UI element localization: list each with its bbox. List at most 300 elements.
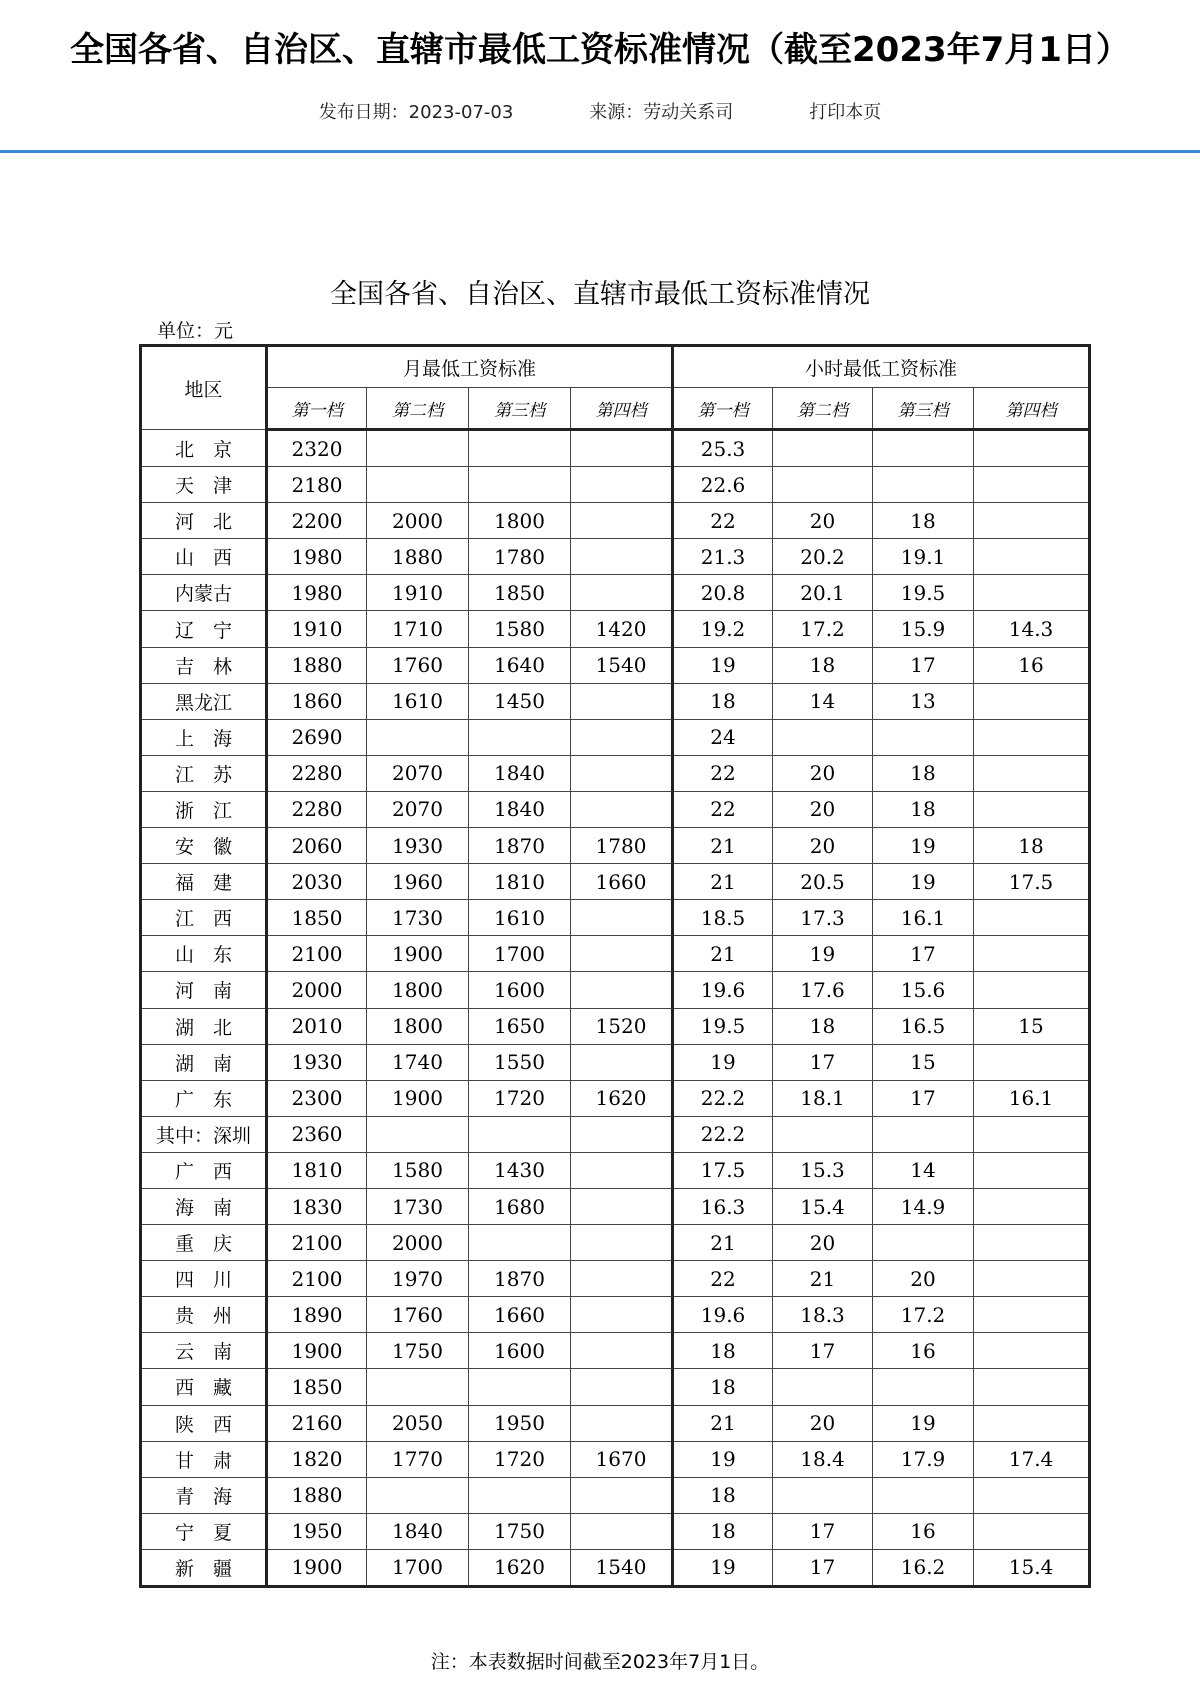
region-cell: 广 东 <box>141 1080 267 1116</box>
hourly-tier-4-cell <box>974 791 1090 827</box>
monthly-tier-4-cell <box>571 1116 673 1152</box>
table-row <box>141 1549 1090 1586</box>
table-row <box>141 467 1090 503</box>
monthly-tier-2-cell: 2000 <box>367 503 469 539</box>
monthly-tier-3-cell: 1950 <box>469 1405 571 1441</box>
hourly-tier-1-cell: 22 <box>673 503 773 539</box>
monthly-tier-2-cell: 1840 <box>367 1513 469 1549</box>
monthly-tier-4-cell <box>571 791 673 827</box>
region-cell: 云 南 <box>141 1333 267 1369</box>
hourly-tier-4-cell <box>974 1044 1090 1080</box>
monthly-tier-4-cell <box>571 1225 673 1261</box>
region-cell: 海 南 <box>141 1188 267 1224</box>
region-cell: 甘 肃 <box>141 1441 267 1477</box>
monthly-tier-2-cell <box>367 467 469 503</box>
region-cell: 广 西 <box>141 1152 267 1188</box>
monthly-tier-4-cell <box>571 1333 673 1369</box>
hourly-tier-2-cell: 17 <box>773 1333 873 1369</box>
monthly-tier-2-cell: 1760 <box>367 1297 469 1333</box>
monthly-tier-2-cell: 1730 <box>367 1188 469 1224</box>
hourly-tier-4-cell <box>974 1477 1090 1513</box>
region-cell: 山 东 <box>141 936 267 972</box>
region-cell: 河 南 <box>141 972 267 1008</box>
monthly-tier-1-cell: 2060 <box>267 828 367 864</box>
monthly-tier-2-cell: 1800 <box>367 972 469 1008</box>
monthly-tier-1-cell: 2320 <box>267 430 367 467</box>
hourly-tier-2-cell: 20 <box>773 828 873 864</box>
table-row <box>141 1441 1090 1477</box>
monthly-tier-2-cell: 1800 <box>367 1008 469 1044</box>
monthly-tier-1-header: 第一档 <box>267 388 367 430</box>
monthly-tier-1-cell: 1850 <box>267 900 367 936</box>
hourly-tier-2-header: 第二档 <box>773 388 873 430</box>
monthly-tier-3-cell: 1840 <box>469 791 571 827</box>
monthly-tier-2-cell: 1700 <box>367 1549 469 1586</box>
hourly-tier-1-cell: 21.3 <box>673 539 773 575</box>
hourly-tier-3-cell: 13 <box>873 683 974 719</box>
hourly-tier-3-cell: 15.9 <box>873 611 974 647</box>
hourly-tier-3-cell: 15 <box>873 1044 974 1080</box>
monthly-tier-3-cell: 1720 <box>469 1080 571 1116</box>
hourly-tier-3-cell <box>873 430 974 467</box>
monthly-tier-3-cell: 1580 <box>469 611 571 647</box>
monthly-tier-4-cell <box>571 1297 673 1333</box>
monthly-tier-4-cell <box>571 430 673 467</box>
table-row <box>141 1152 1090 1188</box>
table-row <box>141 900 1090 936</box>
header-divider <box>0 150 1200 153</box>
monthly-tier-4-cell <box>571 900 673 936</box>
hourly-tier-3-cell <box>873 1477 974 1513</box>
monthly-tier-2-cell: 1970 <box>367 1261 469 1297</box>
region-cell: 北 京 <box>141 430 267 467</box>
hourly-tier-1-cell: 19.2 <box>673 611 773 647</box>
monthly-tier-4-cell <box>571 539 673 575</box>
hourly-tier-1-cell: 22 <box>673 791 773 827</box>
hourly-tier-1-cell: 20.8 <box>673 575 773 611</box>
monthly-tier-3-cell <box>469 430 571 467</box>
hourly-tier-3-cell: 17 <box>873 647 974 683</box>
region-cell: 其中：深圳 <box>141 1116 267 1152</box>
table-row <box>141 864 1090 900</box>
region-cell: 西 藏 <box>141 1369 267 1405</box>
monthly-tier-1-cell: 2200 <box>267 503 367 539</box>
monthly-tier-2-cell: 1710 <box>367 611 469 647</box>
hourly-tier-1-header: 第一档 <box>673 388 773 430</box>
hourly-tier-1-cell: 21 <box>673 828 773 864</box>
monthly-tier-2-cell: 1730 <box>367 900 469 936</box>
hourly-tier-4-cell <box>974 1369 1090 1405</box>
hourly-tier-3-cell: 16.1 <box>873 900 974 936</box>
monthly-tier-1-cell: 2100 <box>267 1261 367 1297</box>
monthly-tier-2-cell <box>367 719 469 755</box>
region-cell: 上 海 <box>141 719 267 755</box>
hourly-tier-4-cell: 14.3 <box>974 611 1090 647</box>
monthly-tier-3-cell: 1720 <box>469 1441 571 1477</box>
page-title: 全国各省、自治区、直辖市最低工资标准情况（截至2023年7月1日） <box>70 30 1130 70</box>
hourly-tier-4-cell <box>974 430 1090 467</box>
hourly-tier-2-cell: 18.4 <box>773 1441 873 1477</box>
table-row <box>141 539 1090 575</box>
monthly-tier-1-cell: 1980 <box>267 539 367 575</box>
monthly-tier-4-cell <box>571 719 673 755</box>
monthly-tier-4-cell <box>571 1369 673 1405</box>
hourly-tier-4-cell <box>974 539 1090 575</box>
hourly-tier-2-cell <box>773 1477 873 1513</box>
hourly-tier-4-cell <box>974 936 1090 972</box>
monthly-tier-1-cell: 1980 <box>267 575 367 611</box>
monthly-tier-4-cell <box>571 575 673 611</box>
hourly-tier-2-cell: 20.5 <box>773 864 873 900</box>
monthly-tier-3-cell: 1800 <box>469 503 571 539</box>
hourly-tier-3-cell: 17.2 <box>873 1297 974 1333</box>
monthly-tier-1-cell: 1820 <box>267 1441 367 1477</box>
monthly-tier-2-cell: 1740 <box>367 1044 469 1080</box>
hourly-tier-3-cell: 14 <box>873 1152 974 1188</box>
hourly-tier-4-cell <box>974 1297 1090 1333</box>
monthly-tier-1-cell: 2180 <box>267 467 367 503</box>
monthly-tier-2-cell <box>367 1116 469 1152</box>
hourly-tier-2-cell: 18.1 <box>773 1080 873 1116</box>
monthly-tier-2-cell: 1770 <box>367 1441 469 1477</box>
monthly-tier-2-cell <box>367 1477 469 1513</box>
monthly-tier-4-cell <box>571 1044 673 1080</box>
table-row <box>141 791 1090 827</box>
table-row <box>141 936 1090 972</box>
table-title: 全国各省、自治区、直辖市最低工资标准情况 <box>330 279 870 310</box>
monthly-tier-1-cell: 2160 <box>267 1405 367 1441</box>
region-cell: 湖 南 <box>141 1044 267 1080</box>
region-cell: 宁 夏 <box>141 1513 267 1549</box>
table-row <box>141 755 1090 791</box>
monthly-tier-4-cell: 1780 <box>571 828 673 864</box>
table-row <box>141 683 1090 719</box>
hourly-tier-1-cell: 19 <box>673 1044 773 1080</box>
table-row <box>141 503 1090 539</box>
monthly-tier-3-cell: 1550 <box>469 1044 571 1080</box>
hourly-tier-2-cell: 18.3 <box>773 1297 873 1333</box>
monthly-tier-2-cell <box>367 430 469 467</box>
monthly-tier-2-cell: 2070 <box>367 791 469 827</box>
monthly-tier-3-cell <box>469 1477 571 1513</box>
monthly-tier-3-cell: 1780 <box>469 539 571 575</box>
monthly-tier-4-cell <box>571 1188 673 1224</box>
monthly-tier-2-cell: 1750 <box>367 1333 469 1369</box>
hourly-tier-1-cell: 19 <box>673 647 773 683</box>
hourly-tier-3-cell <box>873 1369 974 1405</box>
region-cell: 安 徽 <box>141 828 267 864</box>
monthly-tier-1-cell: 2000 <box>267 972 367 1008</box>
hourly-header: 小时最低工资标准 <box>673 346 1090 388</box>
table-row <box>141 1369 1090 1405</box>
region-cell: 重 庆 <box>141 1225 267 1261</box>
monthly-tier-3-cell: 1640 <box>469 647 571 683</box>
hourly-tier-4-cell <box>974 972 1090 1008</box>
hourly-tier-2-cell: 17.6 <box>773 972 873 1008</box>
hourly-tier-3-cell: 14.9 <box>873 1188 974 1224</box>
monthly-tier-2-cell: 1580 <box>367 1152 469 1188</box>
hourly-tier-1-cell: 19 <box>673 1441 773 1477</box>
monthly-tier-2-cell: 1900 <box>367 1080 469 1116</box>
source-label: 来源：劳动关系司 <box>589 102 734 123</box>
hourly-tier-1-cell: 18 <box>673 1333 773 1369</box>
hourly-tier-1-cell: 22.6 <box>673 467 773 503</box>
hourly-tier-3-cell: 20 <box>873 1261 974 1297</box>
hourly-tier-2-cell <box>773 467 873 503</box>
monthly-tier-3-cell: 1660 <box>469 1297 571 1333</box>
hourly-tier-3-cell <box>873 467 974 503</box>
monthly-tier-4-cell <box>571 503 673 539</box>
hourly-tier-1-cell: 19.6 <box>673 1297 773 1333</box>
hourly-tier-4-cell <box>974 900 1090 936</box>
hourly-tier-3-cell: 18 <box>873 503 974 539</box>
hourly-tier-1-cell: 25.3 <box>673 430 773 467</box>
hourly-tier-1-cell: 21 <box>673 1405 773 1441</box>
monthly-tier-1-cell: 2300 <box>267 1080 367 1116</box>
monthly-tier-1-cell: 1890 <box>267 1297 367 1333</box>
monthly-tier-4-cell <box>571 467 673 503</box>
monthly-tier-2-header: 第二档 <box>367 388 469 430</box>
hourly-tier-3-cell: 16 <box>873 1333 974 1369</box>
hourly-tier-4-cell <box>974 1513 1090 1549</box>
monthly-tier-1-cell: 1810 <box>267 1152 367 1188</box>
hourly-tier-1-cell: 21 <box>673 936 773 972</box>
hourly-tier-3-cell <box>873 719 974 755</box>
publish-date: 发布日期：2023-07-03 <box>318 102 514 123</box>
monthly-tier-1-cell: 2690 <box>267 719 367 755</box>
hourly-tier-3-cell: 18 <box>873 755 974 791</box>
table-row <box>141 575 1090 611</box>
monthly-tier-2-cell: 1880 <box>367 539 469 575</box>
meta-row <box>0 98 1200 124</box>
hourly-tier-2-cell: 20 <box>773 791 873 827</box>
table-row <box>141 430 1090 467</box>
monthly-tier-2-cell <box>367 1369 469 1405</box>
monthly-tier-4-cell <box>571 1477 673 1513</box>
monthly-tier-3-cell: 1600 <box>469 1333 571 1369</box>
hourly-tier-2-cell <box>773 1116 873 1152</box>
hourly-tier-4-cell: 16 <box>974 647 1090 683</box>
hourly-tier-4-header: 第四档 <box>974 388 1090 430</box>
monthly-tier-2-cell: 1760 <box>367 647 469 683</box>
monthly-tier-1-cell: 2280 <box>267 791 367 827</box>
hourly-tier-2-cell: 19 <box>773 936 873 972</box>
monthly-tier-4-cell <box>571 755 673 791</box>
monthly-tier-2-cell: 2000 <box>367 1225 469 1261</box>
monthly-tier-4-cell <box>571 936 673 972</box>
hourly-tier-2-cell: 17.3 <box>773 900 873 936</box>
hourly-tier-3-cell: 19.5 <box>873 575 974 611</box>
monthly-tier-4-cell: 1620 <box>571 1080 673 1116</box>
table-row <box>141 1116 1090 1152</box>
monthly-tier-4-cell: 1420 <box>571 611 673 647</box>
monthly-tier-2-cell: 2070 <box>367 755 469 791</box>
hourly-tier-1-cell: 18 <box>673 1513 773 1549</box>
monthly-tier-1-cell: 1830 <box>267 1188 367 1224</box>
monthly-tier-2-cell: 1960 <box>367 864 469 900</box>
region-cell: 河 北 <box>141 503 267 539</box>
monthly-tier-4-cell: 1660 <box>571 864 673 900</box>
hourly-tier-3-cell <box>873 1225 974 1261</box>
region-cell: 内蒙古 <box>141 575 267 611</box>
monthly-tier-1-cell: 2100 <box>267 1225 367 1261</box>
region-cell: 四 川 <box>141 1261 267 1297</box>
monthly-tier-3-cell: 1870 <box>469 828 571 864</box>
monthly-tier-1-cell: 1880 <box>267 647 367 683</box>
monthly-tier-3-cell: 1680 <box>469 1188 571 1224</box>
monthly-tier-4-cell <box>571 683 673 719</box>
monthly-tier-3-header: 第三档 <box>469 388 571 430</box>
hourly-tier-4-cell <box>974 755 1090 791</box>
monthly-tier-1-cell: 1950 <box>267 1513 367 1549</box>
hourly-tier-4-cell <box>974 575 1090 611</box>
monthly-tier-3-cell: 1700 <box>469 936 571 972</box>
monthly-tier-2-cell: 2050 <box>367 1405 469 1441</box>
table-row <box>141 1225 1090 1261</box>
hourly-tier-3-cell: 17 <box>873 1080 974 1116</box>
monthly-tier-4-cell: 1520 <box>571 1008 673 1044</box>
hourly-tier-1-cell: 19.6 <box>673 972 773 1008</box>
table-row <box>141 1477 1090 1513</box>
monthly-tier-2-cell: 1900 <box>367 936 469 972</box>
hourly-tier-3-cell: 17.9 <box>873 1441 974 1477</box>
region-cell: 江 苏 <box>141 755 267 791</box>
hourly-tier-3-header: 第三档 <box>873 388 974 430</box>
hourly-tier-4-cell <box>974 1225 1090 1261</box>
hourly-tier-3-cell <box>873 1116 974 1152</box>
hourly-tier-2-cell <box>773 430 873 467</box>
monthly-tier-3-cell: 1650 <box>469 1008 571 1044</box>
region-cell: 吉 林 <box>141 647 267 683</box>
hourly-tier-4-cell: 18 <box>974 828 1090 864</box>
region-cell: 贵 州 <box>141 1297 267 1333</box>
monthly-tier-2-cell: 1930 <box>367 828 469 864</box>
monthly-tier-4-cell: 1670 <box>571 1441 673 1477</box>
hourly-tier-4-cell: 16.1 <box>974 1080 1090 1116</box>
hourly-tier-1-cell: 17.5 <box>673 1152 773 1188</box>
region-cell: 浙 江 <box>141 791 267 827</box>
table-row <box>141 1297 1090 1333</box>
table-row <box>141 1405 1090 1441</box>
hourly-tier-4-cell <box>974 1116 1090 1152</box>
monthly-tier-4-header: 第四档 <box>571 388 673 430</box>
monthly-tier-3-cell <box>469 719 571 755</box>
table-row <box>141 828 1090 864</box>
hourly-tier-1-cell: 22 <box>673 1261 773 1297</box>
table-row <box>141 1080 1090 1116</box>
hourly-tier-1-cell: 16.3 <box>673 1188 773 1224</box>
monthly-tier-3-cell: 1840 <box>469 755 571 791</box>
monthly-tier-3-cell: 1750 <box>469 1513 571 1549</box>
hourly-tier-4-cell: 15 <box>974 1008 1090 1044</box>
hourly-tier-1-cell: 18 <box>673 1477 773 1513</box>
table-row <box>141 972 1090 1008</box>
hourly-tier-1-cell: 18 <box>673 1369 773 1405</box>
table-row <box>141 1008 1090 1044</box>
hourly-tier-3-cell: 16.5 <box>873 1008 974 1044</box>
hourly-tier-3-cell: 18 <box>873 791 974 827</box>
monthly-tier-1-cell: 2100 <box>267 936 367 972</box>
hourly-tier-2-cell: 20 <box>773 755 873 791</box>
hourly-tier-2-cell: 20 <box>773 1405 873 1441</box>
monthly-tier-4-cell <box>571 972 673 1008</box>
monthly-tier-3-cell <box>469 467 571 503</box>
region-cell: 天 津 <box>141 467 267 503</box>
monthly-tier-2-cell: 1910 <box>367 575 469 611</box>
hourly-tier-1-cell: 19 <box>673 1549 773 1586</box>
table-row <box>141 1261 1090 1297</box>
hourly-tier-3-cell: 19 <box>873 1405 974 1441</box>
hourly-tier-3-cell: 15.6 <box>873 972 974 1008</box>
hourly-tier-4-cell <box>974 1188 1090 1224</box>
hourly-tier-2-cell: 20 <box>773 1225 873 1261</box>
table-body <box>141 430 1090 1587</box>
region-cell: 湖 北 <box>141 1008 267 1044</box>
monthly-tier-3-cell: 1450 <box>469 683 571 719</box>
monthly-tier-1-cell: 1860 <box>267 683 367 719</box>
hourly-tier-2-cell <box>773 719 873 755</box>
region-cell: 山 西 <box>141 539 267 575</box>
hourly-tier-3-cell: 19 <box>873 828 974 864</box>
monthly-tier-3-cell <box>469 1369 571 1405</box>
region-cell: 新 疆 <box>141 1549 267 1586</box>
table-row <box>141 719 1090 755</box>
table-row <box>141 1513 1090 1549</box>
hourly-tier-2-cell: 20 <box>773 503 873 539</box>
monthly-tier-1-cell: 1900 <box>267 1333 367 1369</box>
table-row <box>141 1333 1090 1369</box>
hourly-tier-2-cell: 17 <box>773 1513 873 1549</box>
hourly-tier-4-cell <box>974 1261 1090 1297</box>
hourly-tier-4-cell: 17.4 <box>974 1441 1090 1477</box>
region-cell: 江 西 <box>141 900 267 936</box>
print-page-link[interactable]: 打印本页 <box>809 102 882 123</box>
hourly-tier-1-cell: 21 <box>673 864 773 900</box>
monthly-header: 月最低工资标准 <box>267 346 673 388</box>
hourly-tier-4-cell <box>974 1152 1090 1188</box>
monthly-tier-4-cell <box>571 1513 673 1549</box>
monthly-tier-4-cell <box>571 1261 673 1297</box>
monthly-tier-1-cell: 1900 <box>267 1549 367 1586</box>
hourly-tier-2-cell: 17 <box>773 1044 873 1080</box>
monthly-tier-1-cell: 1850 <box>267 1369 367 1405</box>
monthly-tier-2-cell: 1610 <box>367 683 469 719</box>
hourly-tier-1-cell: 18.5 <box>673 900 773 936</box>
minimum-wage-table <box>139 344 1091 1588</box>
unit-label: 单位：元 <box>157 320 234 342</box>
hourly-tier-3-cell: 17 <box>873 936 974 972</box>
hourly-tier-4-cell <box>974 1333 1090 1369</box>
hourly-tier-4-cell <box>974 503 1090 539</box>
monthly-tier-1-cell: 1880 <box>267 1477 367 1513</box>
hourly-tier-2-cell: 18 <box>773 647 873 683</box>
hourly-tier-3-cell: 16.2 <box>873 1549 974 1586</box>
hourly-tier-4-cell: 17.5 <box>974 864 1090 900</box>
hourly-tier-1-cell: 22.2 <box>673 1116 773 1152</box>
footnote: 注：本表数据时间截至2023年7月1日。 <box>430 1651 770 1673</box>
monthly-tier-4-cell: 1540 <box>571 647 673 683</box>
hourly-tier-2-cell: 17 <box>773 1549 873 1586</box>
monthly-tier-3-cell: 1610 <box>469 900 571 936</box>
monthly-tier-3-cell <box>469 1225 571 1261</box>
hourly-tier-4-cell <box>974 467 1090 503</box>
monthly-tier-3-cell: 1430 <box>469 1152 571 1188</box>
hourly-tier-2-cell: 20.1 <box>773 575 873 611</box>
hourly-tier-2-cell: 17.2 <box>773 611 873 647</box>
region-cell: 辽 宁 <box>141 611 267 647</box>
table-row <box>141 1188 1090 1224</box>
monthly-tier-3-cell: 1810 <box>469 864 571 900</box>
